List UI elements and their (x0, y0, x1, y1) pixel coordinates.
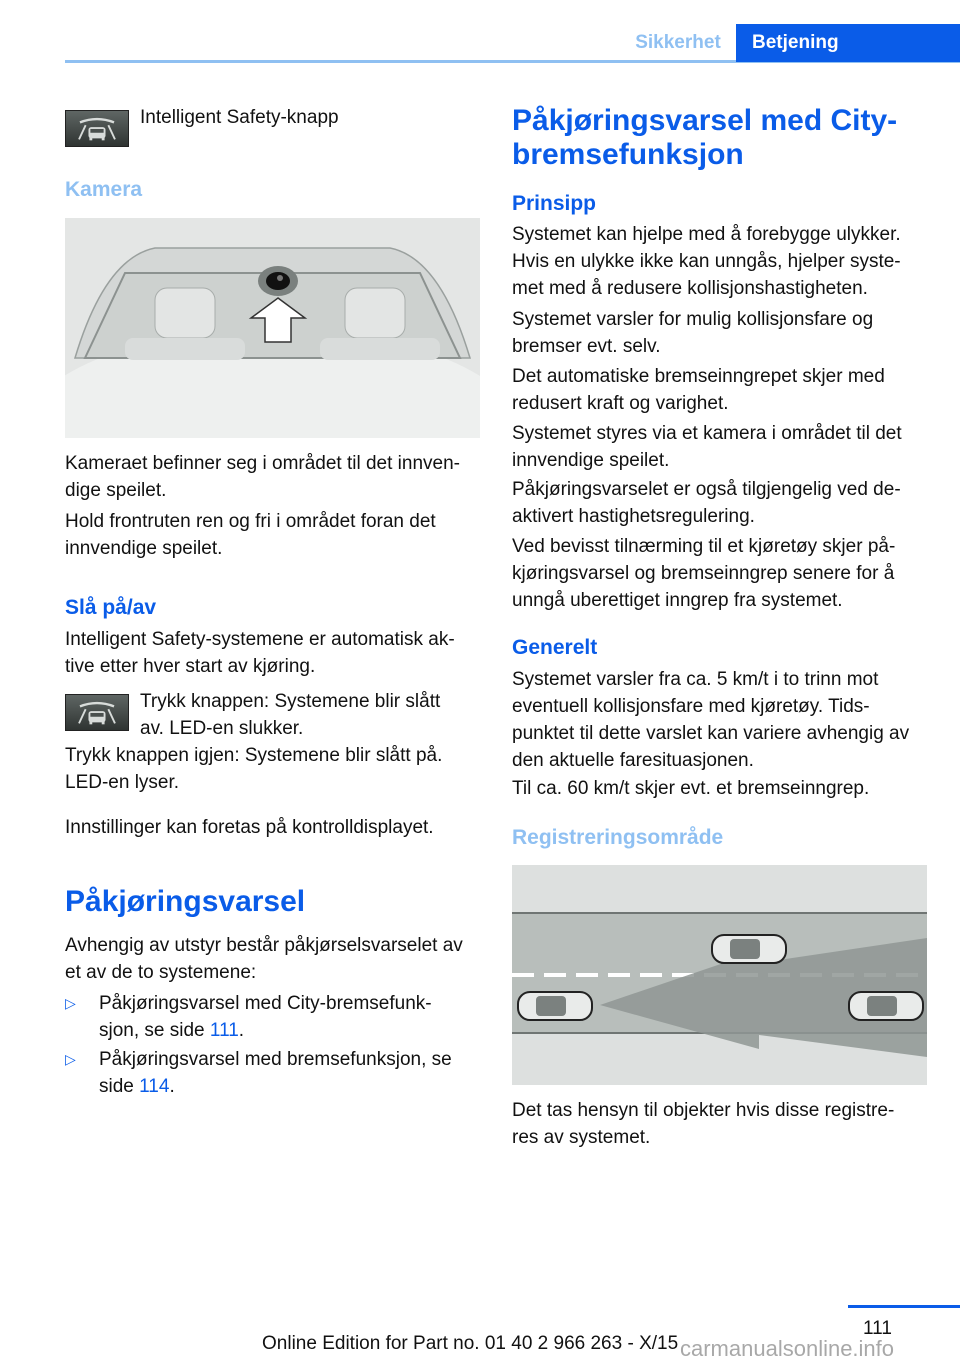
prinsipp-paragraph-4: Systemet styres via et kamera i området til det innvendige speilet. (512, 423, 902, 471)
pakjoring-paragraph: Avhengig av utstyr består påkjørselsvarselet av et av de to systemene: (65, 935, 463, 983)
kamera-paragraph-2: Hold frontruten ren og fri i området foran det innvendige speilet. (65, 511, 436, 559)
list-item: ▷ Påkjøringsvarsel med City-bremsefunk- sjon, se side 111. (65, 990, 485, 1044)
page-link-111[interactable]: 111 (209, 1020, 239, 1041)
kamera-paragraph-1: Kameraet befinner seg i området til det innven- dige speilet. (65, 453, 460, 501)
intelligent-safety-caption: Intelligent Safety-knapp (140, 107, 339, 128)
prinsipp-heading: Prinsipp (512, 192, 597, 215)
bullet-triangle-icon: ▷ (65, 995, 76, 1011)
sla-pa-av-heading: Slå på/av (65, 596, 157, 619)
page-title: Påkjøringsvarsel med City- bremsefunksjon (512, 104, 898, 171)
generelt-paragraph-2: Til ca. 60 km/t skjer evt. et bremseinngrep. (512, 778, 870, 799)
prinsipp-paragraph-3: Det automatiske bremseinngrepet skjer med redusert kraft og varighet. (512, 366, 885, 414)
sla-paragraph-1: Intelligent Safety-systemene er automatisk ak- tive etter hver start av kjøring. (65, 629, 455, 677)
detection-range-illustration (512, 865, 927, 1085)
generelt-paragraph-1: Systemet varsler fra ca. 5 km/t i to trinn mot eventuell kollisjonsfare med kjøretøy. Tids- punktet til dette varslet kan variere avhengig av den aktuelle faresituasjonen. (512, 669, 910, 771)
watermark[interactable]: carmanualsonline.info (680, 1336, 895, 1361)
bullet-triangle-icon: ▷ (65, 1051, 76, 1067)
sla-paragraph-3: Innstillinger kan foretas på kontrolldisplayet. (65, 817, 434, 838)
registrering-caption: Det tas hensyn til objekter hvis disse registre- res av systemet. (512, 1100, 895, 1148)
prinsipp-paragraph-5: Påkjøringsvarselet er også tilgjengelig ved de- aktivert hastighetsregulering. (512, 479, 901, 527)
kamera-heading: Kamera (65, 178, 143, 201)
prinsipp-paragraph-2: Systemet varsler for mulig kollisjonsfare og bremser evt. selv. (512, 309, 874, 357)
camera-location-illustration (65, 218, 480, 438)
prinsipp-paragraph-1: Systemet kan hjelpe med å forebygge ulykker. Hvis en ulykke ikke kan unngås, hjelper syste- met med å redusere kollisjonshastigheten. (512, 224, 901, 299)
intelligent-safety-button-icon (65, 694, 129, 731)
edition-text: Online Edition for Part no. 01 40 2 966 263 - X/15 (262, 1333, 679, 1354)
car-icon (518, 992, 592, 1020)
intelligent-safety-button-icon (65, 110, 129, 147)
footer-rule (848, 1305, 960, 1308)
pakjoringsvarsel-heading: Påkjøringsvarsel (65, 885, 306, 918)
tab-sikkerhet[interactable]: Sikkerhet (635, 32, 721, 53)
generelt-heading: Generelt (512, 636, 598, 659)
page-number: 111 (863, 1318, 892, 1339)
page-link-114[interactable]: 114 (139, 1076, 170, 1097)
list-item: ▷ Påkjøringsvarsel med bremsefunksjon, se side 114. (65, 1046, 485, 1100)
tab-betjening[interactable]: Betjening (736, 24, 960, 62)
button-press-text: Trykk knappen: Systemene blir slått av. LED-en slukker. (140, 691, 441, 739)
registreringsomrade-heading: Registreringsområde (512, 826, 724, 849)
prinsipp-paragraph-6: Ved bevisst tilnærming til et kjøretøy skjer på- kjøringsvarsel og bremseinngrep senere for å unngå uberettiget inngrep fra systemet. (512, 536, 896, 611)
sla-paragraph-2: Trykk knappen igjen: Systemene blir slått på. LED-en lyser. (65, 745, 443, 793)
